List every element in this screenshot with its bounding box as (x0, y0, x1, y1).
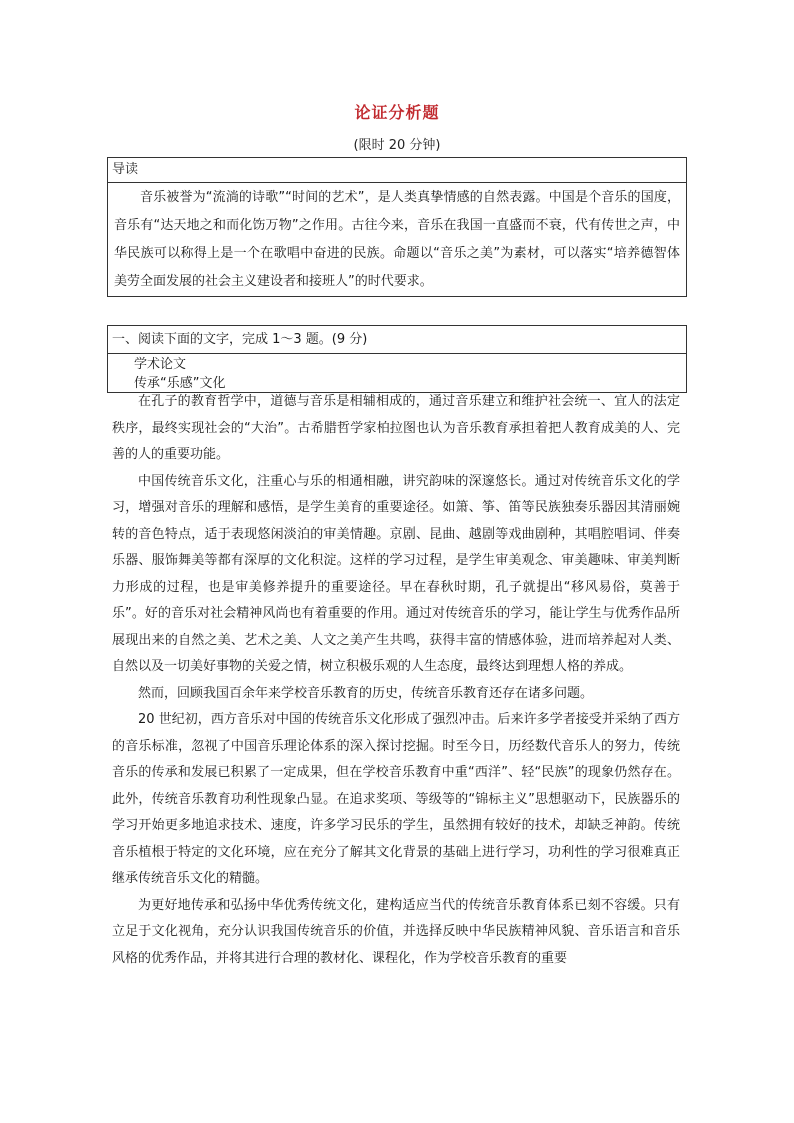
time-limit: (限时 20 分钟) (353, 138, 441, 153)
guide-text: 音乐被誉为“流淌的诗歌”“时间的艺术”，是人类真挚情感的自然表露。中国是个音乐的国度，音乐有“达天地之和而化饬万物”之作用。古往今来，音乐在我国一直盛而不衰，代有传世之声，中华民族可以称得上是一个在歌唱中奋进的民族。命题以“音乐之美”为素材，可以落实“培养德智体美劳全面发展的社会主义建设者和接班人”的时代要求。 (114, 190, 680, 289)
article-paragraph: 20 世纪初，西方音乐对中国的传统音乐文化形成了强烈冲击。后来许多学者接受并采纳了西方的音乐标准，忽视了中国音乐理论体系的深入探讨挖掘。时至今日，历经数代音乐人的努力，传统音乐的传承和发展已积累了一定成果，但在学校音乐教育中重“西洋”、轻“民族”的现象仍然存在。此外，传统音乐教育功利性现象凸显。在追求奖项、等级等的“锦标主义”思想驱动下，民族器乐的学习开始更多地追求技术、速度，许多学习民乐的学生，虽然拥有较好的技术，却缺乏神韵。传统音乐植根于特定的文化环境，应在充分了解其文化背景的基础上进行学习，功利性的学习很难真正继承传统音乐文化的精髓。 (112, 712, 680, 886)
article-body (112, 389, 680, 972)
article-paragraph: 在孔子的教育哲学中，道德与音乐是相辅相成的，通过音乐建立和维护社会统一、宜人的法定秩序，最终实现社会的“大治”。古希腊哲学家柏拉图也认为音乐教育承担着把人教育成美的人、完善的人的重要功能。 (112, 394, 680, 462)
article-genre: 学术论文 (134, 357, 187, 372)
article-paragraph: 中国传统音乐文化，注重心与乐的相通相融，讲究韵味的深邃悠长。通过对传统音乐文化的学习，增强对音乐的理解和感悟，是学生美育的重要途径。如箫、筝、笛等民族独奏乐器因其清丽婉转的音色特点，适于表现悠闲淡泊的审美情趣。京剧、昆曲、越剧等戏曲剧种，其唱腔唱词、伴奏乐器、服饰舞美等都有深厚的文化积淀。这样的学习过程，是学生审美观念、审美趣味、审美判断力形成的过程，也是审美修养提升的重要途径。早在春秋时期，孔子就提出“移风易俗，莫善于乐”。好的音乐对社会精神风尚也有着重要的作用。通过对传统音乐的学习，能让学生与优秀作品所展现出来的自然之美、艺术之美、人文之美产生共鸣，获得丰富的情感体验，进而培养起对人类、自然以及一切美好事物的关爱之情，树立积极乐观的人生态度，最终达到理想人格的养成。 (112, 473, 680, 674)
question-instruction: 一、阅读下面的文字，完成 1～3 题。(9 分) (108, 326, 686, 354)
article-title: 传承“乐感”文化 (134, 376, 226, 391)
page-title: 论证分析题 (354, 103, 440, 122)
question-box (107, 325, 687, 393)
article-paragraph: 然而，回顾我国百余年来学校音乐教育的历史，传统音乐教育还存在诸多问题。 (138, 685, 594, 701)
guide-box (107, 157, 687, 297)
article-paragraph: 为更好地传承和弘扬中华优秀传统文化，建构适应当代的传统音乐教育体系已刻不容缓。只有立足于文化视角，充分认识我国传统音乐的价值，并选择反映中华民族精神风貌、音乐语言和音乐风格的优秀作品，并将其进行合理的教材化、课程化，作为学校音乐教育的重要 (112, 897, 680, 966)
guide-label: 导读 (108, 158, 686, 183)
